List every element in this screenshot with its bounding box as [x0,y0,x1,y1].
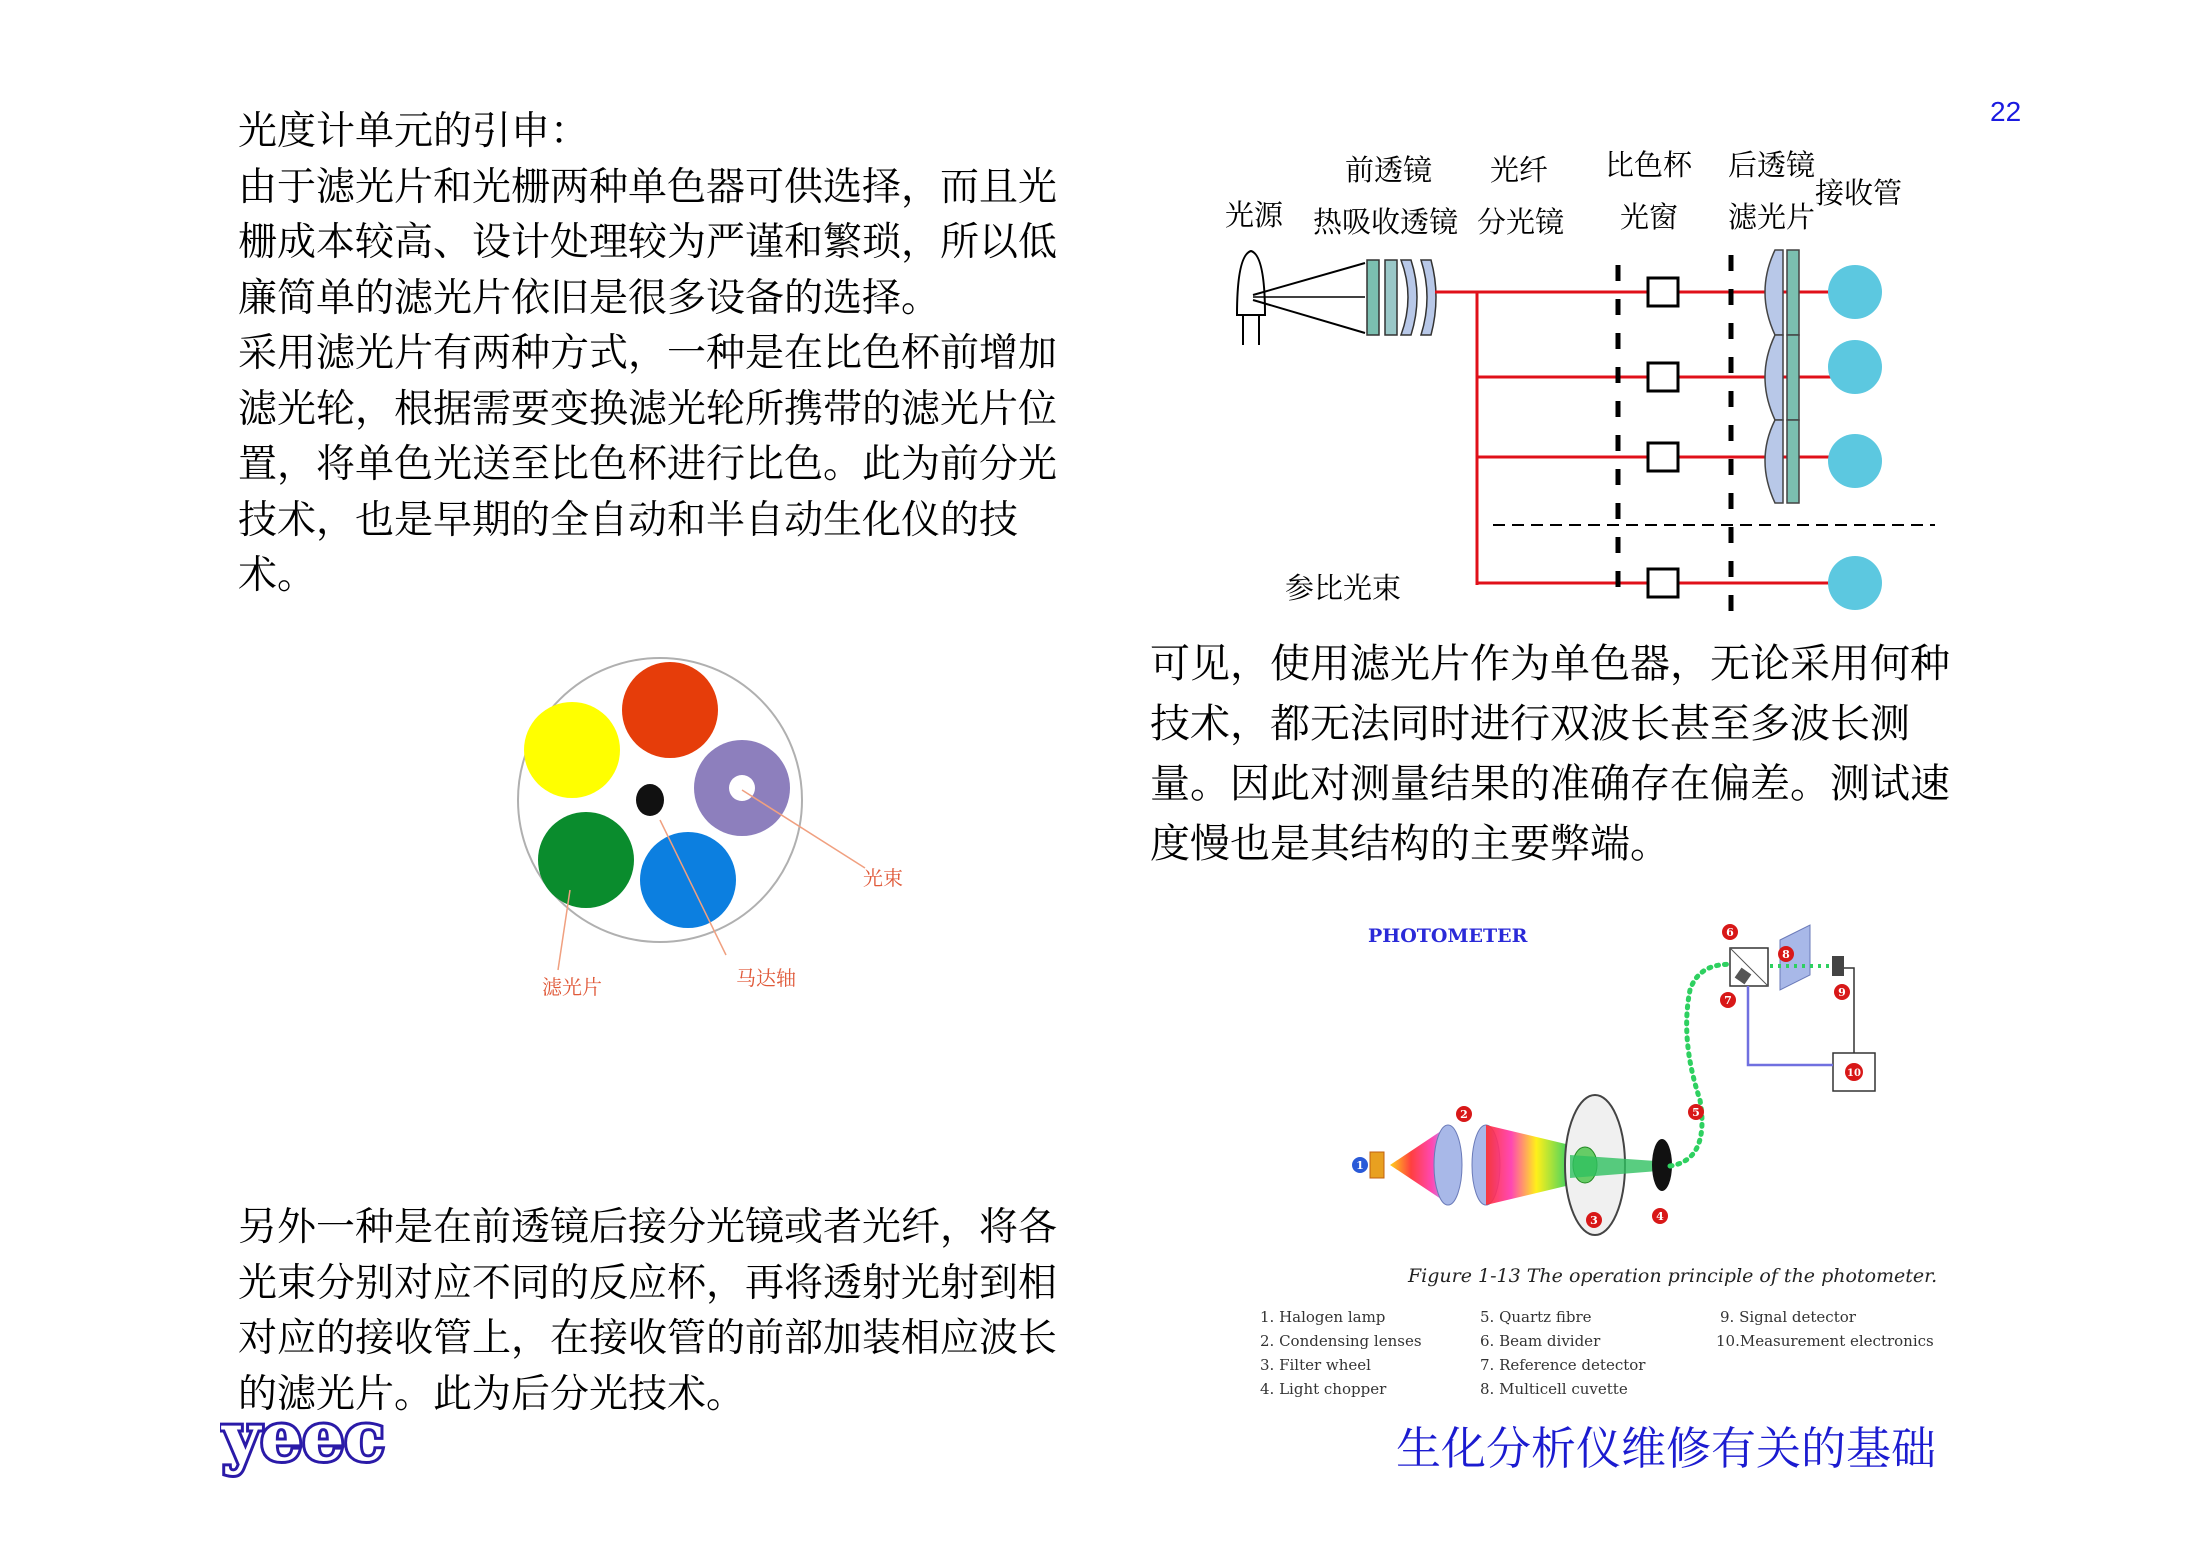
cuvettes [1648,278,1678,597]
marker-9: 9 [1838,986,1846,999]
left-text-block [238,104,1088,604]
condensing-lens-1 [1434,1125,1462,1205]
halogen-lamp [1370,1152,1384,1178]
legend-item-3: 3. Filter wheel [1260,1356,1371,1374]
yeec-logo [220,1408,420,1488]
label-rear-lens: 后透镜 [1728,148,1816,182]
filter-green [538,812,634,908]
marker-3: 3 [1590,1214,1598,1227]
beam-hole [729,775,755,801]
legend-item-6: 6. Beam divider [1480,1332,1601,1350]
footer-title: 生化分析仪维修有关的基础 [1396,1422,1937,1475]
paragraph-rear-split [238,1200,1088,1422]
marker-10: 10 [1847,1068,1861,1079]
marker-2: 2 [1460,1108,1468,1121]
paragraph-intro: 由于滤光片和光栅两种单色器可供选择，而且光栅成本较高、设计处理较为严谨和繁琐，所以低廉简单的滤光片依旧是很多设备的选择。 [238,164,1058,321]
label-motor: 马达轴 [736,966,796,990]
signal-detector [1832,956,1844,976]
optics-diagram [1215,135,1945,625]
label-cuvette: 比色杯 [1605,148,1693,182]
logo-text: yeec [222,1408,385,1476]
lamp-icon [1237,251,1265,345]
label-beam: 光束 [863,866,903,890]
receivers [1828,265,1882,610]
marker-6: 6 [1726,926,1734,939]
filter-red [622,662,718,758]
legend-item-10: 10.Measurement electronics [1716,1332,1934,1350]
legend-item-9: 9. Signal detector [1720,1308,1856,1326]
label-filter: 滤光片 [542,975,602,999]
photometer-title: PHOTOMETER [1368,925,1528,947]
label-reference-beam: 参比光束 [1285,571,1402,605]
legend-item-8: 8. Multicell cuvette [1480,1380,1628,1398]
label-splitter: 分光镜 [1477,205,1565,239]
filter-blue [640,832,736,928]
paragraph-rear-split-text: 另外一种是在前透镜后接分光镜或者光纤，将各光束分别对应不同的反应杯，再将透射光射到相对应的接收管上，在接收管的前部加装相应波长的滤光片。此为后分光技术。 [238,1205,1058,1417]
marker-7: 7 [1724,994,1732,1007]
rear-lens-filters [1765,250,1799,503]
legend-item-4: 4. Light chopper [1260,1380,1387,1398]
label-light-source: 光源 [1225,198,1284,232]
photometer-caption: Figure 1-13 The operation principle of the photometer. [1408,1265,1938,1287]
filter-wheel-figure [490,650,910,1020]
label-fiber: 光纤 [1490,153,1549,187]
paragraph-front-split: 采用滤光片有两种方式，一种是在比色杯前增加滤光轮，根据需要变换滤光轮所携带的滤光片位置，将单色光送至比色杯进行比色。此为前分光技术，也是早期的全自动和半自动生化仪的技术。 [238,331,1058,598]
paragraph-conclusion [1150,634,1980,874]
marker-8: 8 [1782,948,1790,961]
legend-item-2: 2. Condensing lenses [1260,1332,1422,1350]
label-filter: 滤光片 [1728,200,1816,234]
legend-item-7: 7. Reference detector [1480,1356,1646,1374]
label-heat-lens: 热吸收透镜 [1313,205,1459,239]
marker-1: 1 [1356,1159,1364,1172]
marker-4: 4 [1656,1210,1664,1223]
motor-shaft [636,784,664,816]
front-lens-group [1367,260,1436,335]
marker-5: 5 [1692,1106,1700,1119]
legend-item-5: 5. Quartz fibre [1480,1308,1592,1326]
page-number: 22 [1990,96,2022,127]
label-window: 光窗 [1620,200,1679,234]
label-receiver: 接收管 [1815,176,1903,210]
photometer-figure [1250,920,1950,1410]
legend-item-1: 1. Halogen lamp [1260,1308,1386,1326]
filter-yellow [524,702,620,798]
section-heading: 光度计单元的引申： [238,109,590,154]
label-front-lens: 前透镜 [1345,153,1433,187]
paragraph-conclusion-text: 可见，使用滤光片作为单色器，无论采用何种技术，都无法同时进行双波长甚至多波长测量。因此对测量结果的准确存在偏差。测试速度慢也是其结构的主要弊端。 [1150,641,1950,867]
